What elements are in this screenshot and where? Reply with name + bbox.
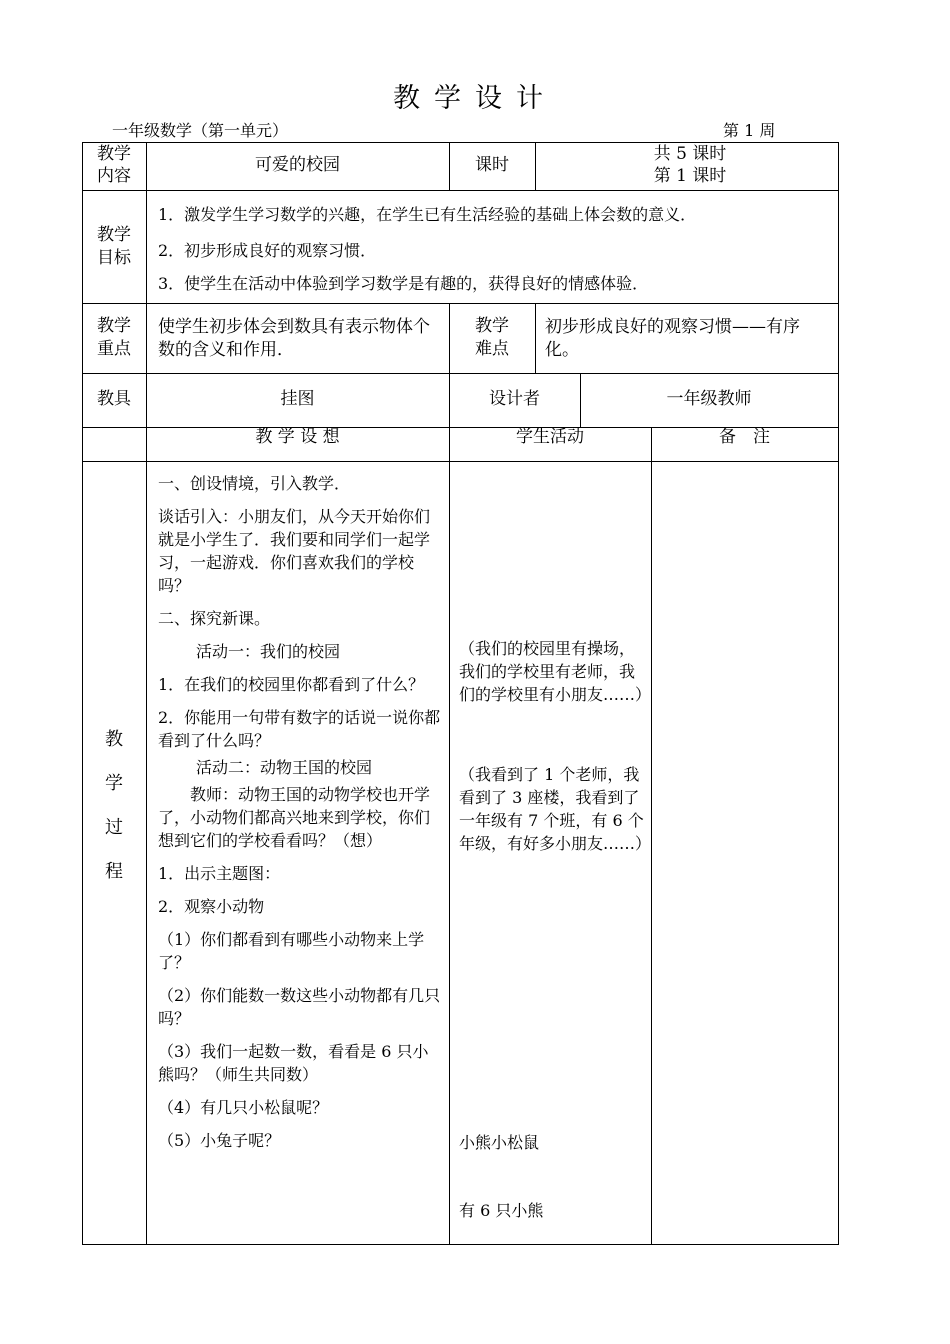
key-label-text: 教学重点 [97, 316, 131, 359]
difficulty-label [449, 315, 535, 361]
plan-paragraph: 2．你能用一句带有数字的话说一说你都看到了什么吗？ [158, 708, 441, 750]
difficulty-value: 初步形成良好的观察习惯——有序化。 [545, 317, 800, 360]
hours-label: 课时 [475, 155, 509, 175]
plan-paragraph: 1．出示主题图： [158, 864, 281, 883]
goal-item: 1．激发学生学习数学的兴趣，在学生已有生活经验的基础上体会数的意义． [158, 205, 697, 224]
plan-paragraph: （1）你们都看到有哪些小动物来上学了？ [158, 930, 425, 972]
plan-paragraph: 一、创设情境，引入教学． [158, 474, 351, 493]
tools-value: 挂图 [280, 389, 315, 409]
designer-value: 一年级教师 [666, 389, 752, 409]
key-value: 使学生初步体会到数具有表示物体个数的含义和作用． [158, 317, 430, 360]
goals-label-text: 教学目标 [97, 225, 131, 268]
plan-column-header: 教 学 设 想 [255, 427, 340, 447]
student-activity: （我们的校园里有操场，我们的学校里有老师，我们的学校里有小朋友……） [459, 639, 652, 704]
plan-paragraph: 教师：动物王国的动物学校也开学了，小动物们都高兴地来到学校，你们想到它们的学校看看吗？（想） [158, 785, 431, 850]
document-title: 教学设计 [393, 83, 557, 114]
plan-paragraph: 活动二：动物王国的校园 [196, 758, 373, 777]
process-char: 教 [105, 729, 123, 750]
plan-paragraph: 二、探究新课。 [158, 609, 271, 628]
grade-unit: 一年级数学（第一单元） [112, 121, 289, 140]
hours-values [540, 143, 840, 187]
hours-total: 共 5 课时 [653, 144, 727, 164]
plan-paragraph: 活动一：我们的校园 [196, 642, 341, 661]
plan-paragraph: 1．在我们的校园里你都看到了什么？ [158, 675, 425, 694]
process-label [82, 718, 146, 894]
week-label: 第 1 周 [723, 121, 776, 140]
plan-paragraph: 2．观察小动物 [158, 897, 265, 916]
goal-item: 2．初步形成良好的观察习惯． [158, 241, 377, 260]
student-activity: 有 6 只小熊 [459, 1201, 544, 1220]
content-label-text: 教学内容 [97, 144, 131, 186]
student-column-header: 学生活动 [516, 427, 584, 447]
tools-label: 教具 [97, 389, 131, 409]
plan-paragraph: 谈话引入：小朋友们，从今天开始你们就是小学生了．我们要和同学们一起学习，一起游戏．你们喜欢我们的学校吗？ [158, 507, 431, 595]
student-activity: 小熊小松鼠 [459, 1133, 540, 1152]
content-value: 可爱的校园 [255, 155, 340, 175]
note-column-header: 备 注 [719, 427, 770, 447]
plan-paragraph: （4）有几只小松鼠呢？ [158, 1098, 329, 1117]
goals-label [82, 224, 146, 270]
student-activity: （我看到了 1 个老师，我看到了 3 座楼，我看到了一年级有 7 个班，有 6 个年级，有好多小朋友……） [459, 765, 652, 853]
difficulty-label-text: 教学难点 [475, 316, 509, 359]
plan-paragraph: （5）小兔子呢？ [158, 1131, 281, 1150]
process-char: 学 [105, 773, 123, 794]
hours-current: 第 1 课时 [653, 166, 727, 186]
content-label [82, 143, 146, 187]
process-char: 过 [105, 817, 123, 838]
goal-item: 3．使学生在活动中体验到学习数学是有趣的，获得良好的情感体验． [158, 274, 649, 293]
process-char: 程 [105, 861, 123, 882]
key-label [82, 315, 146, 361]
plan-paragraph: （3）我们一起数一数，看看是 6 只小熊吗？（师生共同数） [158, 1042, 429, 1084]
process-plan [158, 472, 443, 1162]
plan-paragraph: （2）你们能数一数这些小动物都有几只吗？ [158, 986, 441, 1028]
designer-label: 设计者 [489, 389, 540, 409]
